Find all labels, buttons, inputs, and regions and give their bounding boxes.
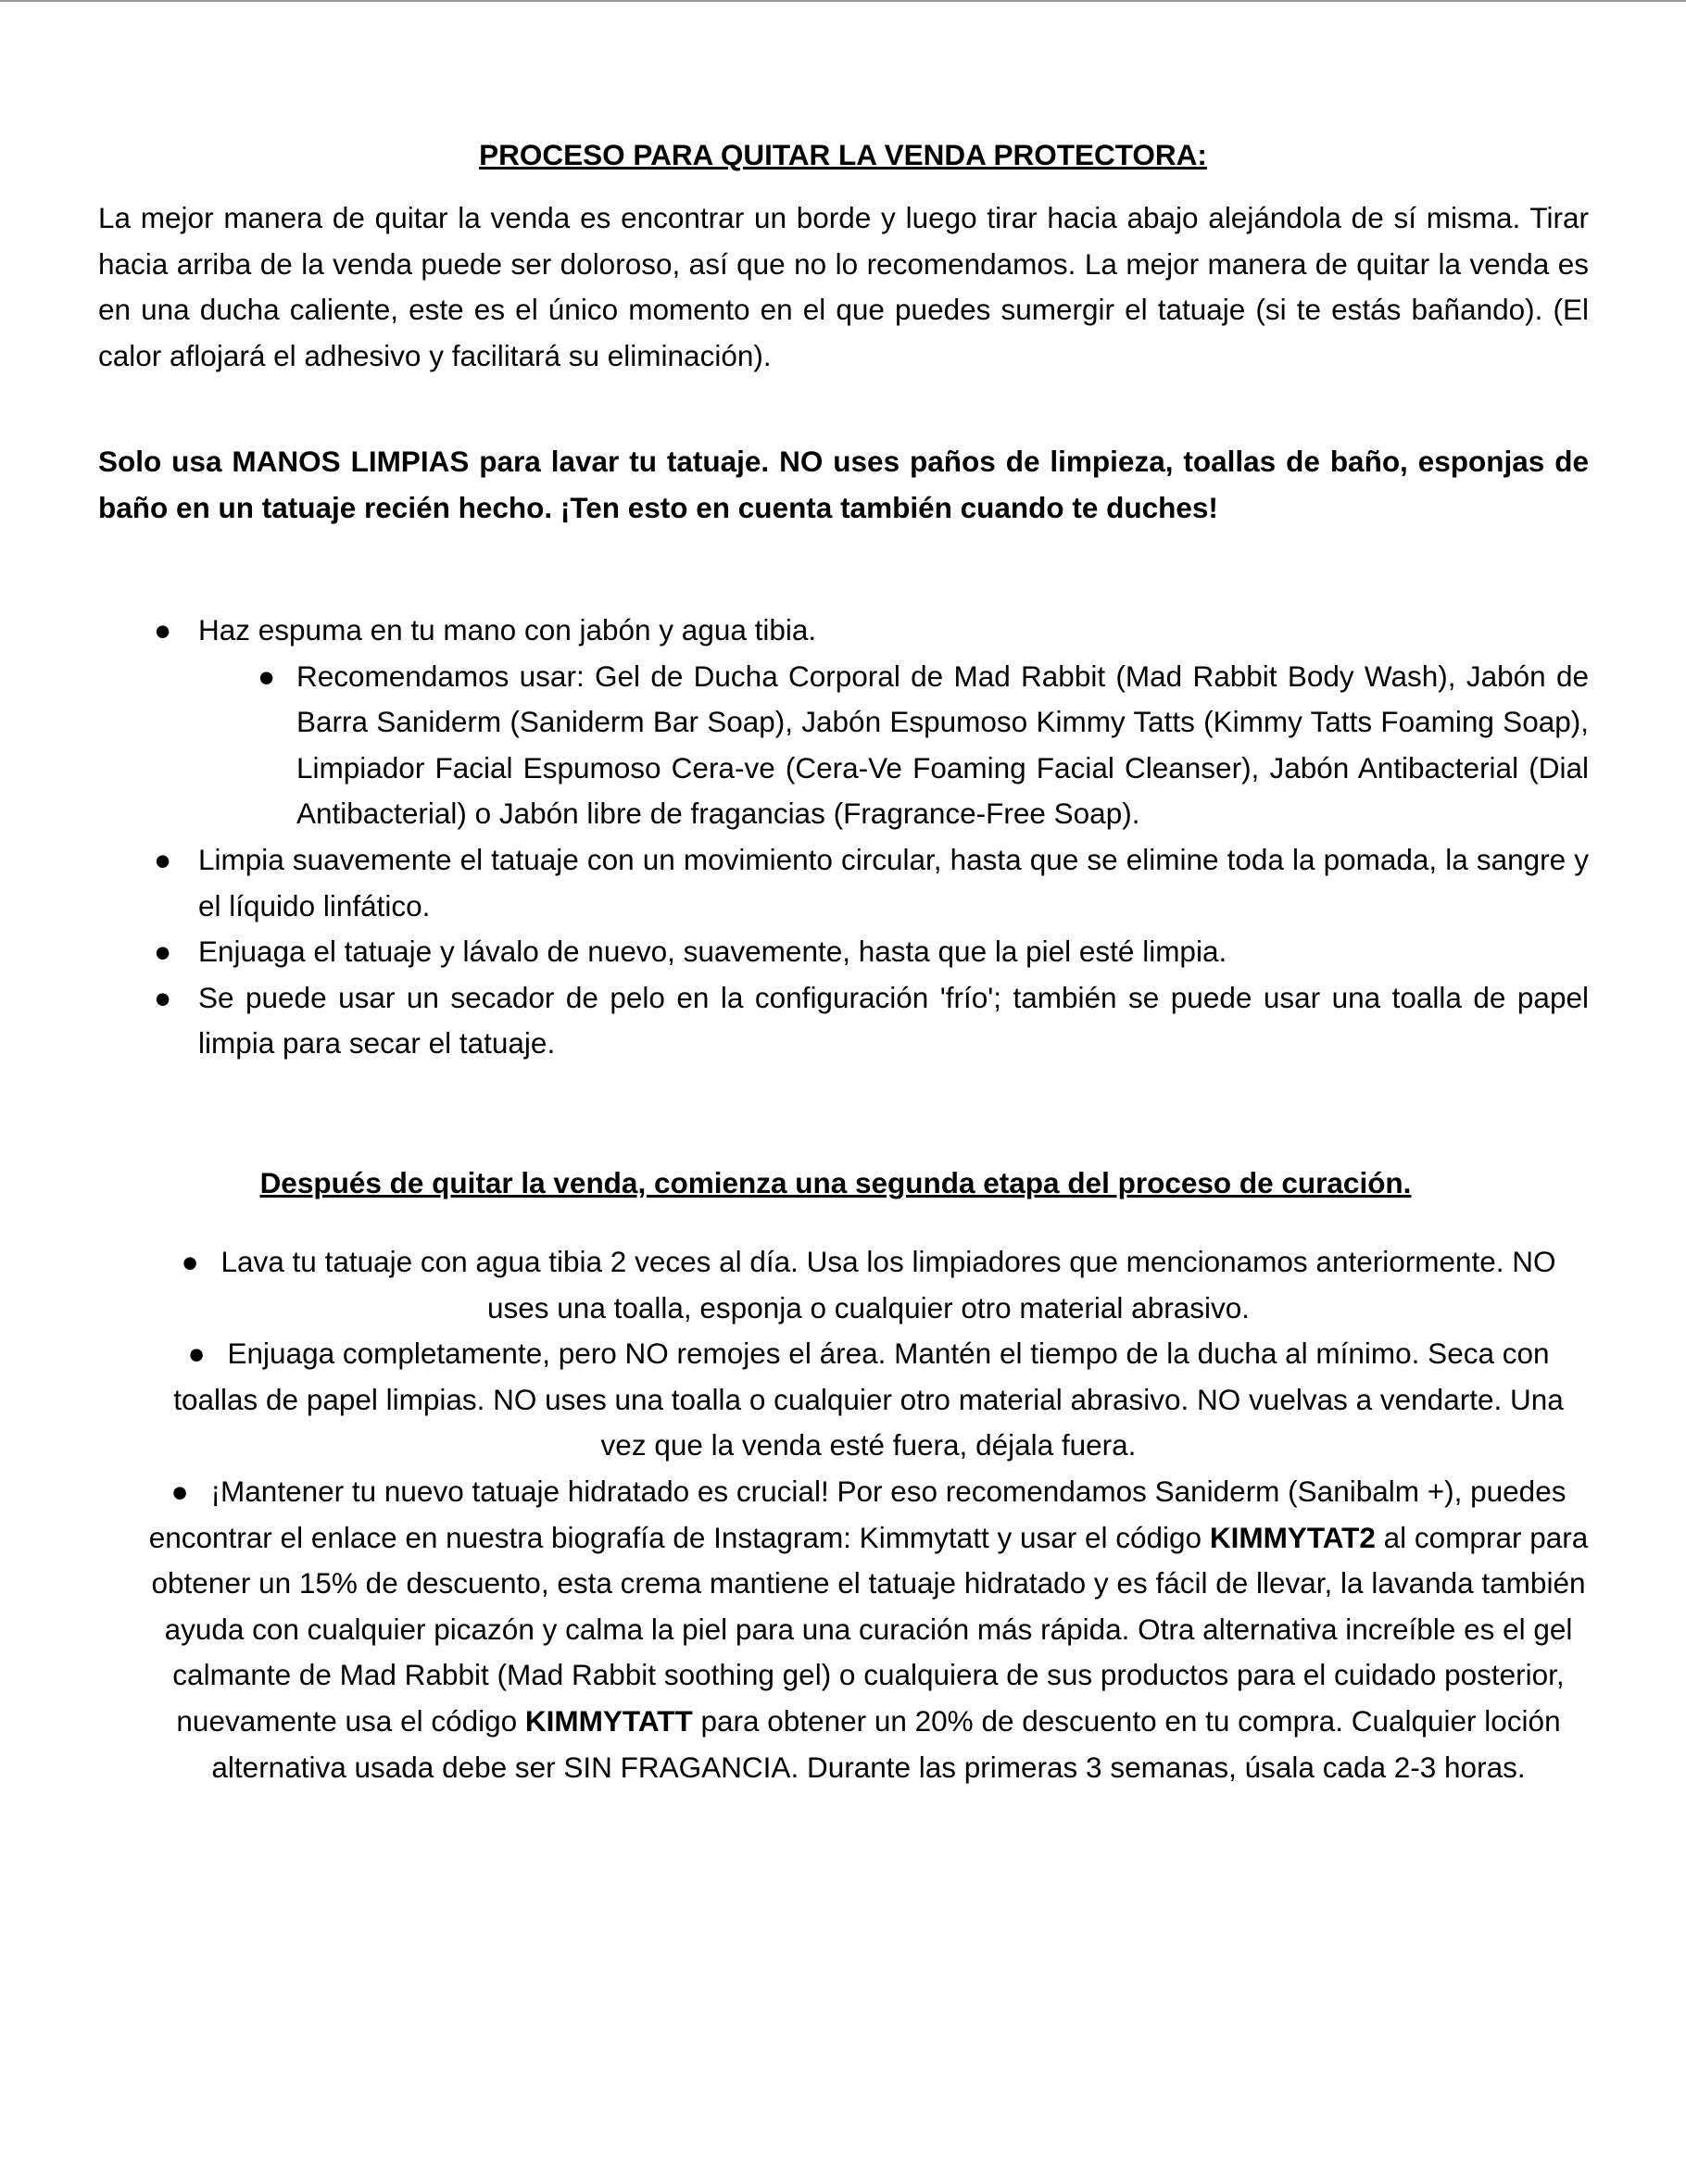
aftercare-list: [148, 1239, 1589, 1790]
bullet-icon: ●: [154, 842, 172, 876]
discount-code: KIMMYTATT: [524, 1703, 693, 1738]
list-item-text: para obtener un 20% de descuento en tu compra. Cualquier loción alternativa usada debe ser SIN FRAGANCIA. Durante las primeras 3 semanas, úsala cada 2-3 horas.: [211, 1703, 1561, 1784]
list-item: [148, 1469, 1589, 1790]
list-item: [98, 608, 1589, 837]
bullet-icon: ●: [170, 1474, 189, 1508]
list-item-text: Se puede usar un secador de pelo en la configuración 'frío'; también se puede usar una toalla de papel limpia para secar el tatuaje.: [198, 980, 1589, 1061]
bullet-icon: ●: [154, 613, 172, 646]
page-title: PROCESO PARA QUITAR LA VENDA PROTECTORA:: [479, 138, 1207, 171]
bullet-icon: ●: [187, 1337, 206, 1371]
page-top-border: [0, 0, 1686, 2]
bullet-icon: ●: [154, 980, 172, 1014]
list-item-text: ¡Mantener tu nuevo tatuaje hidratado es crucial! Por eso recomendamos Saniderm (Sanibalm +), puedes encontrar el enlace en nuestra biografía de Instagram: Kimmytatt y usar el código: [148, 1474, 1566, 1554]
bullet-icon: ●: [258, 659, 276, 693]
list-item: [98, 837, 1589, 929]
list-item: [98, 975, 1589, 1067]
paragraph-bandage-removal: La mejor manera de quitar la venda es encontrar un borde y luego tirar hacia abajo alejándola de sí misma. Tirar hacia arriba de la venda puede ser doloroso, así que no lo recomendamos. La mejor manera de quitar la venda es en una ducha caliente, este es el único momento en el que puedes sumergir el tatuaje (si te estás bañando). (El calor aflojará el adhesivo y facilitará su eliminación).: [98, 201, 1589, 372]
section-heading-second-stage: Después de quitar la venda, comienza una segunda etapa del proceso de curación.: [259, 1166, 1412, 1199]
washing-steps-list: [98, 608, 1589, 1067]
discount-code: KIMMYTAT2: [1209, 1520, 1376, 1554]
paragraph-clean-hands-warning: Solo usa MANOS LIMPIAS para lavar tu tatuaje. NO uses paños de limpieza, toallas de baño, esponjas de baño en un tatuaje recién hecho. ¡Ten esto en cuenta también cuando te duches!: [98, 445, 1589, 524]
list-item-text: Lava tu tatuaje con agua tibia 2 veces al día. Usa los limpiadores que mencionamos anteriormente. NO uses una toalla, esponja o cualquier otro material abrasivo.: [220, 1245, 1556, 1324]
list-item-text: Enjuaga el tatuaje y lávalo de nuevo, suavemente, hasta que la piel esté limpia.: [198, 935, 1227, 969]
list-item-text: Enjuaga completamente, pero NO remojes el área. Mantén el tiempo de la ducha al mínimo. Seca con toallas de papel limpias. NO uses una toalla o cualquier otro material abrasivo. NO vuelvas a vendarte. Una vez que la venda esté fuera, déjala fuera.: [173, 1337, 1564, 1462]
list-item: [148, 1239, 1589, 1331]
list-item-text: Recomendamos usar: Gel de Ducha Corporal de Mad Rabbit (Mad Rabbit Body Wash), Jabón de Barra Saniderm (Saniderm Bar Soap), Jabón Espumoso Kimmy Tatts (Kimmy Tatts Foaming Soap), Limpiador Facial Espumoso Cera-ve (Cera-Ve Foaming Facial Cleanser), Jabón Antibacterial (Dial Antibacterial) o Jabón libre de fragancias (Fragrance-Free Soap).: [296, 659, 1589, 831]
bullet-icon: ●: [154, 935, 172, 969]
list-item: [98, 929, 1589, 975]
list-item: [148, 1331, 1589, 1469]
list-item-text: Limpia suavemente el tatuaje con un movimiento circular, hasta que se elimine toda la pomada, la sangre y el líquido linfático.: [198, 842, 1589, 923]
list-item-text: Haz espuma en tu mano con jabón y agua tibia.: [198, 613, 817, 646]
soap-recommendations-list: [198, 654, 1589, 837]
list-item-text: al comprar para obtener un 15% de descuento, esta crema mantiene el tatuaje hidratado y es fácil de llevar, la lavanda también ayuda con cualquier picazón y calma la piel para una curación más rápida. Otra alternativa increíble es el gel calmante de Mad Rabbit (Mad Rabbit soothing gel) o cualquiera de sus productos para el cuidado posterior, nuevamente usa el código: [151, 1520, 1589, 1738]
list-item: [198, 654, 1589, 837]
bullet-icon: ●: [181, 1245, 199, 1278]
